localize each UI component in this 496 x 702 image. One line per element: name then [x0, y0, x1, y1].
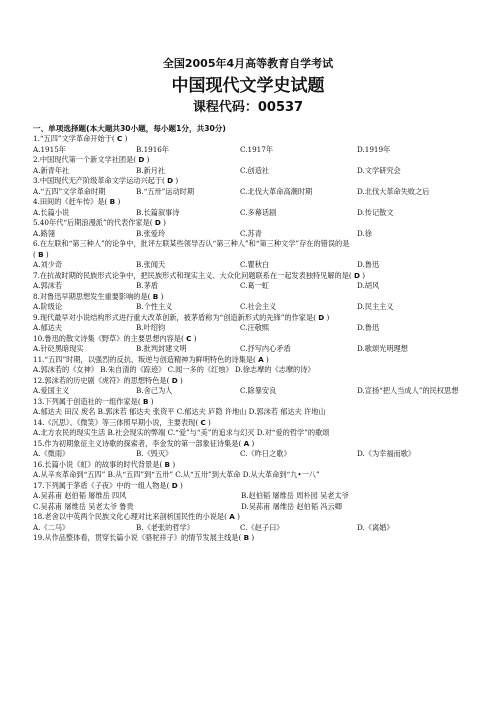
option-d: D.胡风	[357, 281, 380, 290]
closing-paren: )	[180, 480, 183, 490]
closing-paren: )	[237, 512, 240, 521]
answer-mark: B	[142, 396, 149, 406]
question-line	[33, 292, 473, 303]
option-b: B.批判封建文明	[136, 344, 187, 353]
option-c: C.社会主义	[240, 302, 277, 311]
options-line	[33, 260, 473, 271]
option-b: B.《毁灭》	[136, 449, 173, 458]
answer-mark: C	[186, 333, 192, 343]
closing-paren: )	[266, 354, 269, 364]
options-line	[33, 344, 473, 355]
question-stem: (	[33, 249, 36, 259]
answer-mark: D	[154, 218, 161, 227]
closing-paren: )	[251, 438, 255, 448]
question-stem: 15.作为初期象征主义诗歌的探索者，李金发的第一部象征诗集是(	[33, 438, 242, 448]
option-d: D.北伐大革命失败之后	[357, 186, 430, 196]
closing-paren: )	[180, 375, 183, 385]
question-stem: 18.老舍以中英两个民族文化心理对比来剖析国民性的小说是(	[33, 512, 227, 521]
question-stem: A.北方农民的现实生活 B.社会现实的弊端 C.“爱”与“美”的追求与幻灭 D.对“爱的哲学”的歌颂	[33, 428, 330, 437]
options-line	[33, 449, 473, 460]
question-stem: 2.中国现代第一个新文学社团是(	[33, 155, 137, 164]
section-heading: 一、单项选择题(本大题共30小题，每小题1分，共30分)	[33, 124, 226, 133]
options-line	[33, 208, 473, 219]
option-a: A.《微雨》	[33, 449, 70, 458]
question-line	[33, 376, 473, 387]
exam-header	[0, 57, 496, 116]
options-line	[33, 523, 473, 534]
question-line	[33, 428, 473, 439]
option-b: B.舍己为人	[136, 386, 173, 395]
answer-mark: D	[318, 312, 325, 322]
question-line	[33, 218, 473, 229]
question-line	[33, 176, 473, 187]
question-line	[33, 155, 473, 166]
question-line	[33, 460, 473, 471]
option-a: A.爱国主义	[33, 386, 70, 395]
answer-mark: D	[138, 155, 145, 164]
closing-paren: )	[175, 176, 179, 185]
question-stem: 5.40年代“后期浪漫派”的代表作家是(	[33, 218, 153, 227]
option-a: A.刘少奇	[33, 260, 63, 269]
question-line	[33, 271, 473, 282]
option-c: C.北伐大革命高潮时期	[240, 186, 313, 196]
course-code: 课程代码：00537	[192, 100, 304, 115]
options-line	[33, 386, 473, 397]
answer-mark: B	[152, 291, 159, 301]
question-stem: 14.《沉思》、《微笑》等三体照早期小说，主要表现(	[33, 417, 199, 427]
question-stem: 3.中国现代无产阶级革命文学运动兴起于(	[33, 176, 165, 185]
question-stem: 1.“五四”文学革命开始于(	[33, 134, 115, 143]
answer-mark: B	[243, 533, 250, 542]
answer-mark: A	[229, 512, 235, 521]
closing-paren: )	[326, 312, 330, 322]
option-d: D.歌颂光明理想	[357, 344, 408, 353]
question-line	[33, 313, 473, 324]
option-b: B.个性主义	[136, 302, 173, 311]
option-b: B.“五卅”运动时期	[136, 186, 195, 196]
option-a: A.《二马》	[33, 522, 70, 532]
option-c: C.1917年	[240, 144, 274, 154]
option-a: A.郭沫若	[33, 281, 63, 290]
question-stem: 10.鲁迅的散文诗集《野草》的主要思想内容是(	[33, 333, 184, 343]
options-line	[33, 491, 473, 502]
question-stem: 19.从作品整体看，贯穿长篇小说《骆驼祥子》的情节发展主线是(	[33, 533, 242, 542]
option-a: A.郁达夫	[33, 323, 63, 332]
question-line	[33, 512, 473, 523]
option-c: C.苏青	[240, 228, 262, 238]
option-b: B.茅盾	[136, 281, 158, 290]
question-line	[33, 239, 473, 250]
answer-mark: D	[171, 375, 178, 385]
question-line	[33, 365, 473, 376]
closing-paren: )	[163, 218, 166, 227]
option-b: B.长篇叙事诗	[136, 207, 180, 217]
question-line	[33, 407, 473, 418]
option-c: C.多幕话剧	[240, 207, 277, 217]
option-d: D.鲁迅	[357, 260, 380, 269]
question-stem: A.从辛亥革命到“五四” B.从“五四”到“五卅” C.从“五卅”到大革命 D.从大革命到“九•一八”	[33, 470, 320, 479]
option-b: B.1916年	[136, 144, 170, 154]
closing-paren: )	[150, 396, 154, 406]
option-a: A.吴荪甫 赵伯韬 屠维岳 四风	[33, 491, 127, 500]
question-line	[33, 533, 473, 544]
subject-title: 中国现代文学史试题	[171, 76, 325, 96]
option-d: D.民主主义	[357, 302, 394, 311]
answer-mark: D	[167, 176, 174, 185]
option-d: D.《为幸福而歌》	[357, 449, 416, 458]
option-d: D.徐	[357, 228, 372, 238]
question-line	[33, 334, 473, 345]
option-a: A.阶级论	[33, 302, 63, 311]
question-stem: 16.长篇小说《虹》的故事的时代背景是(	[33, 459, 163, 469]
option-b: B.叶绍钧	[136, 323, 166, 332]
option-c: C.除暴安良	[240, 386, 277, 395]
answer-mark: D	[354, 270, 360, 280]
question-stem: 6.在左联和“第三种人”的论争中，批评左联某些领导否认“第三种人”和“第三种文学”存在的错误的是	[33, 239, 350, 248]
question-stem: A.郭沫若的《女神》 B.朱自清的《踪迹》 C.闻一多的《红烛》 D.徐志摩的《志摩的诗》	[33, 365, 315, 374]
question-stem: 4.田间的《赶车传》是(	[33, 197, 108, 206]
options-line	[33, 187, 473, 198]
answer-mark: C	[200, 417, 206, 427]
option-a: A.长篇小说	[33, 207, 70, 217]
question-line	[33, 355, 473, 366]
closing-paren: )	[193, 333, 197, 343]
question-line	[33, 397, 473, 408]
option-c: B.赵伯韬 屠维岳 周朴园 吴老太爷	[241, 491, 349, 500]
option-c: C.抒写内心矛盾	[240, 344, 291, 353]
answer-mark: D	[171, 480, 178, 490]
answer-mark: C	[117, 134, 123, 143]
option-a: C.吴荪甫 屠维岳 吴老太爷 鲁贵	[33, 501, 134, 511]
option-c: D.吴荪甫 屠维岳 赵伯韬 冯云卿	[241, 501, 342, 511]
closing-paren: )	[117, 197, 121, 206]
option-c: C.《赵子曰》	[240, 522, 284, 532]
options-line	[33, 281, 473, 292]
option-d: D.宣扬“把人当成人”的民权思想	[357, 386, 459, 395]
question-stem: 17.下列属于茅盾《子夜》中的一组人物是(	[33, 480, 170, 490]
question-line	[33, 470, 473, 481]
closing-paren: )	[362, 270, 366, 280]
option-b: B.《老张的哲学》	[136, 522, 194, 532]
answer-mark: B	[38, 249, 44, 259]
option-b: B.张闻天	[136, 260, 166, 269]
option-d: D.传记散文	[357, 207, 394, 217]
closing-paren: )	[146, 155, 150, 164]
closing-paren: )	[208, 417, 211, 427]
options-line	[33, 145, 473, 156]
option-d: D.1919年	[357, 144, 391, 154]
answer-mark: A	[258, 354, 264, 364]
question-stem: 11.“五四”时期，以强烈的反抗、叛逆与创造精神为鲜明特色的诗集是(	[33, 354, 256, 364]
question-line	[33, 134, 473, 145]
options-line	[33, 323, 473, 334]
option-d: D.鲁迅	[357, 323, 380, 332]
question-line	[33, 439, 473, 450]
answer-mark: B	[109, 197, 116, 206]
question-stem: 13.下列属于创造社的一组作家是(	[33, 396, 141, 406]
answer-mark: B	[164, 459, 171, 469]
closing-paren: )	[124, 134, 128, 143]
answer-mark: A	[243, 438, 250, 448]
closing-paren: )	[251, 533, 255, 542]
option-a: A.1915年	[33, 144, 66, 154]
option-a: A.“五四”文学革命时期	[33, 186, 106, 196]
options-line	[33, 229, 473, 240]
option-a: A.针砭黑暗现实	[33, 344, 84, 353]
question-line	[33, 250, 473, 261]
closing-paren: )	[172, 459, 176, 469]
question-list	[33, 134, 473, 544]
option-b: B.新月社	[136, 165, 166, 175]
option-c: C.葛一虹	[240, 281, 270, 290]
option-d: D.文学研究会	[357, 165, 401, 175]
option-a: A.新青年社	[33, 165, 70, 175]
question-line	[33, 197, 473, 208]
options-line	[33, 166, 473, 177]
option-b: B.张爱玲	[136, 228, 166, 238]
option-c: C.《昨日之歌》	[240, 449, 291, 458]
question-line	[33, 481, 473, 492]
option-c: C.瞿秋白	[240, 260, 270, 269]
options-line	[33, 502, 473, 513]
question-stem: A.郁达夫 田汉 废名 B.郭沫若 郁达夫 张资平 C.郁达夫 庐隐 许地山 D.郭沫若 郁达夫 许地山	[33, 407, 326, 416]
question-stem: 8.对鲁迅早期思想发生重要影响的是(	[33, 291, 151, 301]
question-stem: 12.郭沫若的历史剧《虎符》的思想特色是(	[33, 375, 170, 385]
question-stem: 9.现代最早对小说结构形式进行重大改革创新，被茅盾称为“创造新形式的先锋”的作家是(	[33, 312, 316, 322]
closing-paren: )	[160, 291, 164, 301]
option-a: A.路翎	[33, 228, 55, 238]
question-line	[33, 418, 473, 429]
exam-title: 全国2005年4月高等教育自学考试	[162, 57, 334, 70]
question-stem: 7.在抗战时期的民族形式论争中，把民族形式和现实主义、大众化问题联系在一起发表独特见解的是(	[33, 270, 352, 280]
option-c: C.创造社	[240, 165, 270, 175]
options-line	[33, 302, 473, 313]
closing-paren: )	[45, 249, 49, 259]
option-c: C.汪敬熙	[240, 323, 270, 332]
option-d: D.《离婚》	[357, 522, 394, 532]
